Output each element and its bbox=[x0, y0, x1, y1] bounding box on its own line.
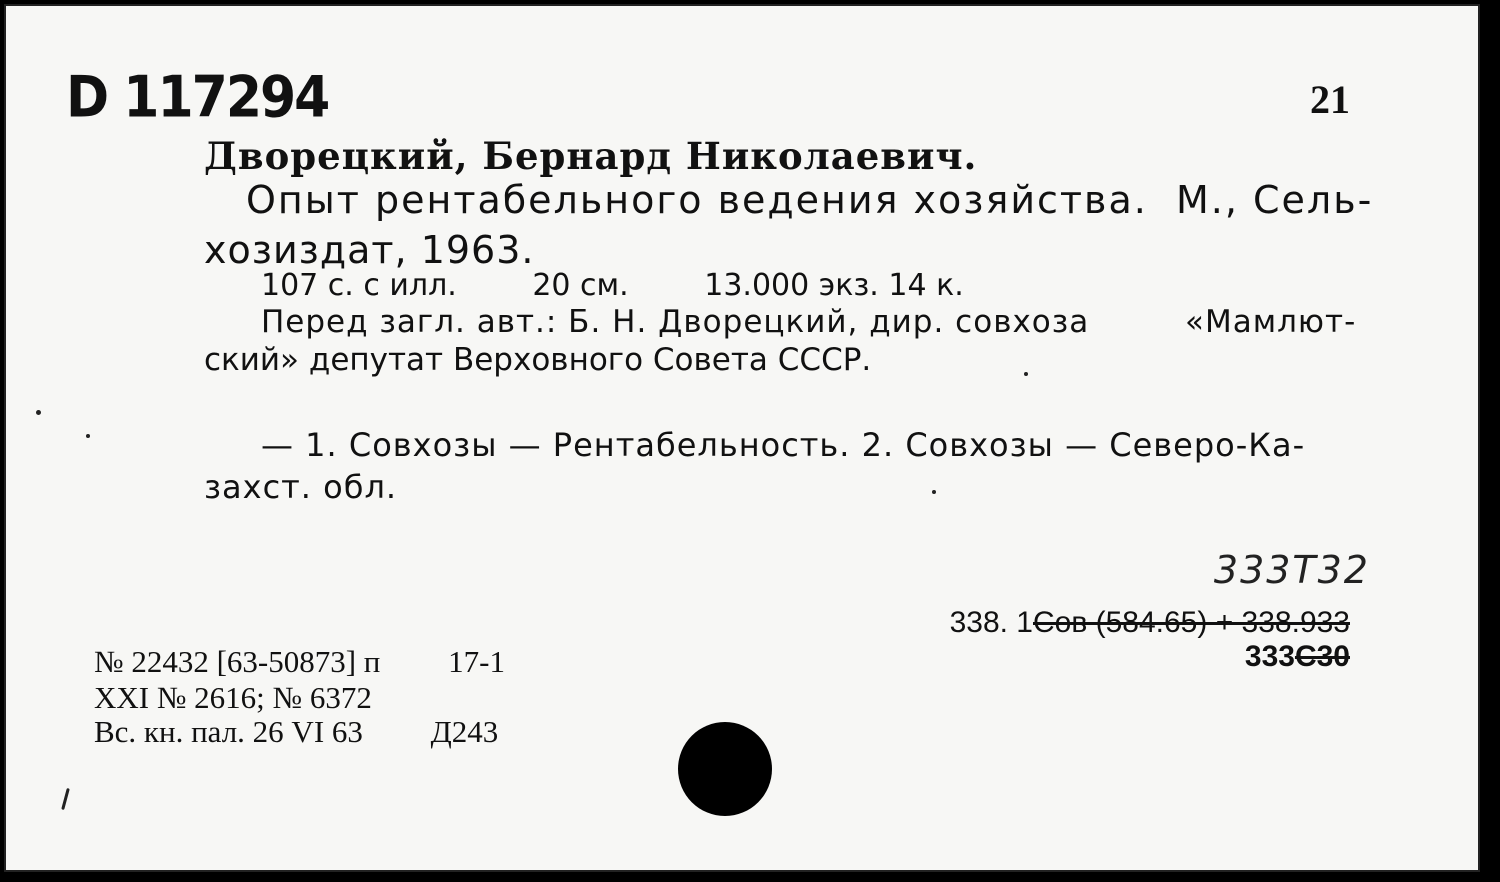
speck bbox=[86, 434, 90, 438]
struck-class-code-2: С30 bbox=[1294, 640, 1350, 673]
classification-line-1 bbox=[950, 606, 1350, 640]
handwritten-class-number: 333Т32 bbox=[1213, 548, 1370, 592]
print-run-price: 13.000 экз. 14 к. bbox=[704, 268, 964, 303]
chamber-date: Вс. кн. пал. 26 VI 63 bbox=[94, 714, 363, 749]
title-line-1 bbox=[246, 178, 1374, 222]
card-number: 21 bbox=[1310, 77, 1350, 122]
punch-hole bbox=[678, 722, 772, 816]
speck bbox=[61, 788, 70, 810]
pages: 107 с. с илл. bbox=[261, 268, 457, 303]
subjects-line-1: — 1. Совхозы — Рентабельность. 2. Совхозы — Северо-Ка- bbox=[261, 426, 1306, 464]
class-code-2: 333 bbox=[1244, 640, 1295, 673]
speck bbox=[932, 490, 936, 494]
note-line-1 bbox=[261, 304, 1357, 340]
record-code: 17-1 bbox=[448, 644, 505, 679]
speck bbox=[1024, 372, 1028, 376]
subjects-line-2: захст. обл. bbox=[204, 468, 398, 506]
handwritten-code: D 117294 bbox=[66, 65, 329, 131]
footer-line-2: XXI № 2616; № 6372 bbox=[94, 680, 372, 715]
struck-class-code: Сов (584.65) + 338.933 bbox=[1033, 606, 1350, 639]
note-line-2: ский» депутат Верховного Совета СССР. bbox=[204, 342, 872, 378]
footer-line-1 bbox=[94, 644, 505, 680]
size: 20 см. bbox=[532, 268, 629, 303]
author-heading: Дворецкий, Бернард Николаевич. bbox=[204, 134, 978, 178]
publisher-start: М., Сель- bbox=[1176, 178, 1374, 222]
class-code: 338. 1 bbox=[949, 606, 1033, 639]
title-line-2: хозиздат, 1963. bbox=[204, 228, 535, 272]
record-number: № 22432 [63-50873] п bbox=[94, 644, 381, 679]
note-text: Перед загл. авт.: Б. Н. Дворецкий, дир. совхоза bbox=[261, 304, 1090, 340]
catalog-card bbox=[4, 4, 1480, 872]
speck bbox=[36, 410, 41, 415]
title-text: Опыт рентабельного ведения хозяйства. bbox=[246, 178, 1148, 222]
classification-line-2 bbox=[1245, 640, 1350, 674]
index-code: Д243 bbox=[430, 714, 499, 749]
note-text-right: «Мамлют- bbox=[1185, 304, 1357, 340]
footer-line-3 bbox=[94, 714, 498, 750]
physical-description bbox=[261, 268, 1030, 303]
